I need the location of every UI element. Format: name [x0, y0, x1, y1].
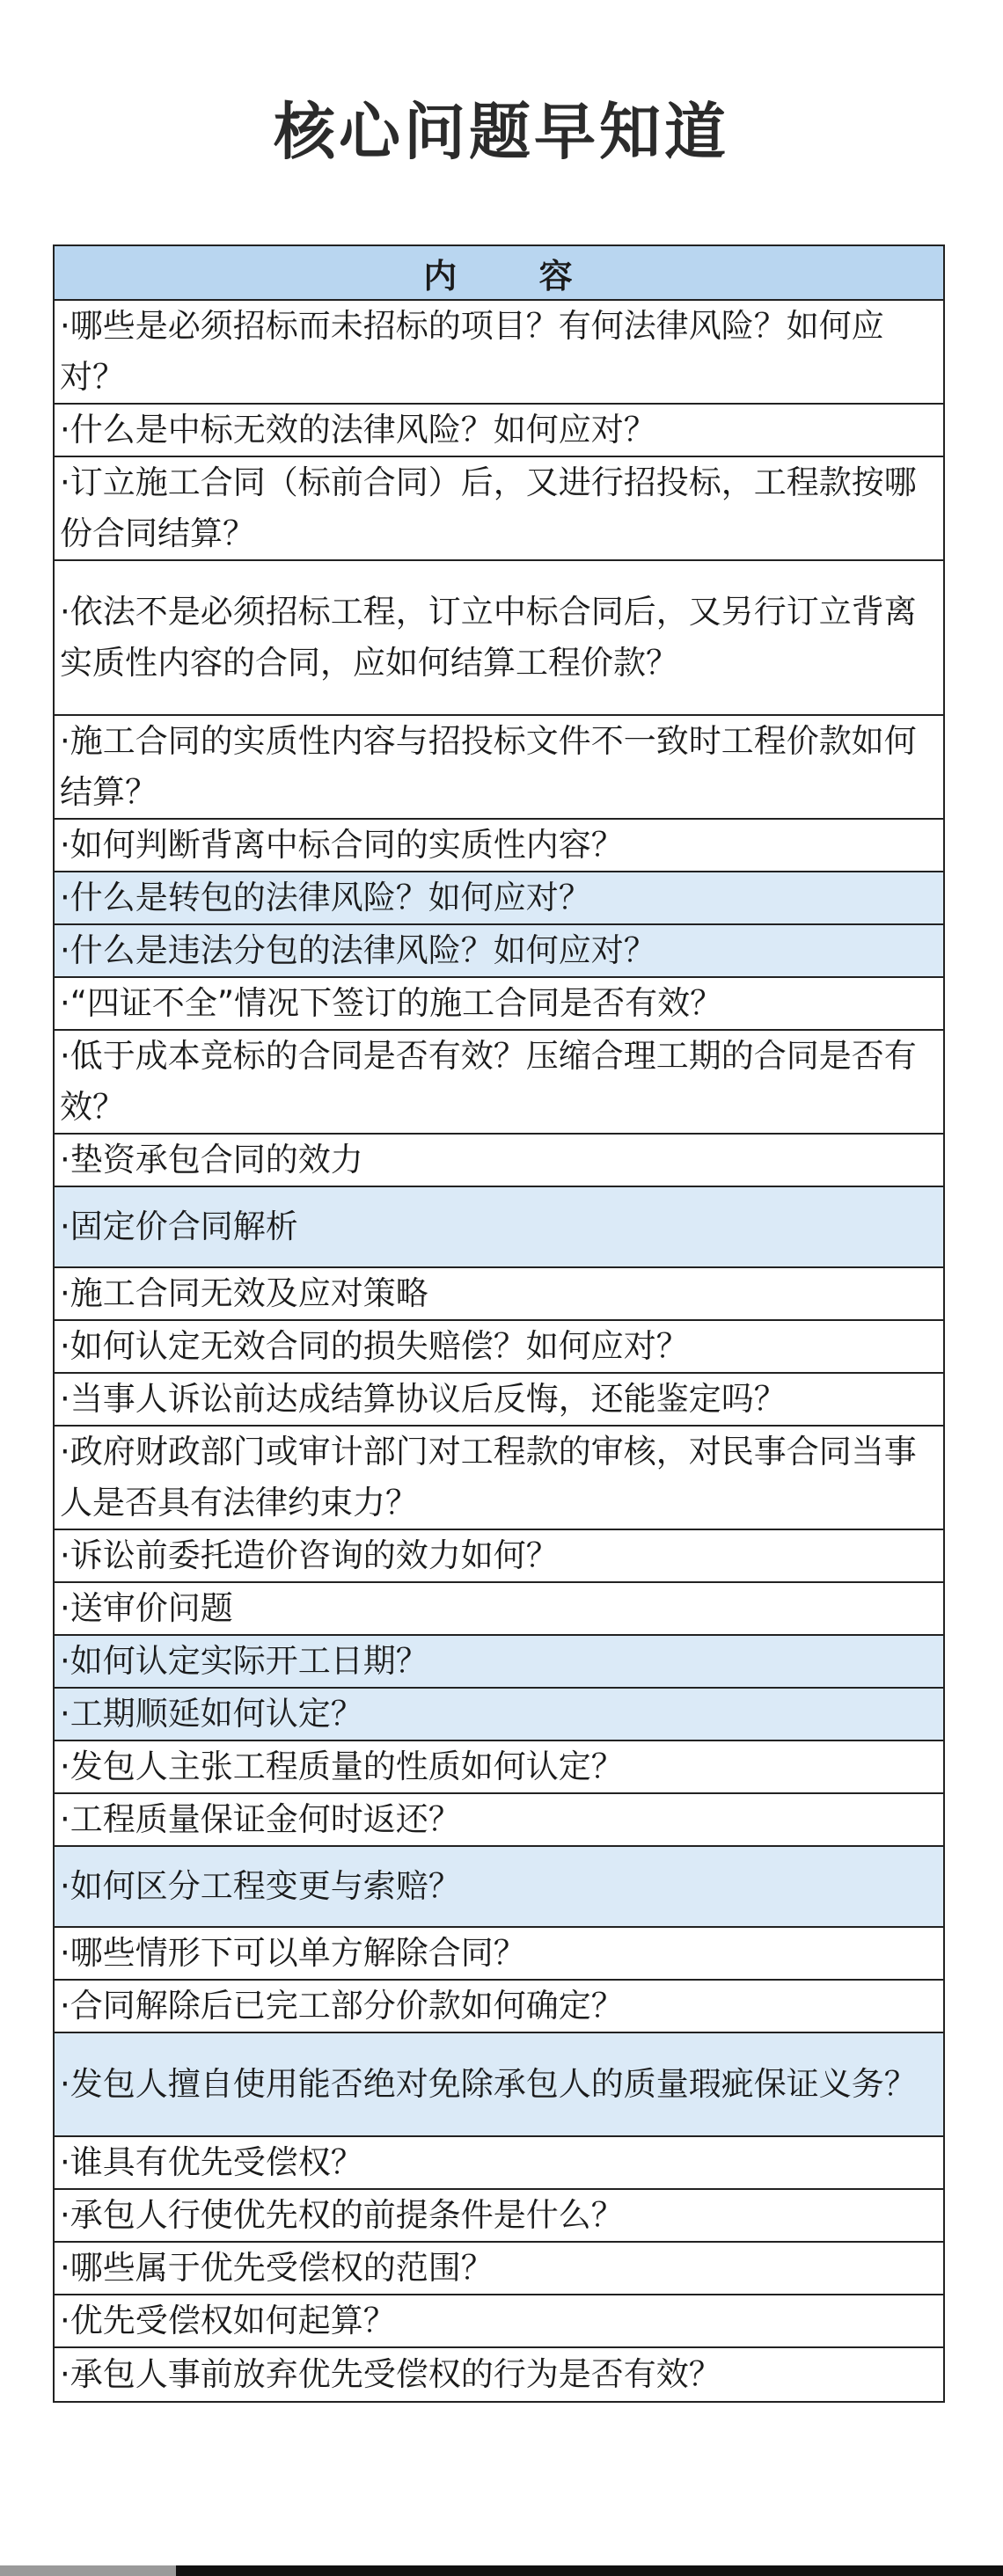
table-row	[55, 820, 943, 872]
content-table	[53, 244, 945, 2403]
row-text: ·发包人擅自使用能否绝对免除承包人的质量瑕疵保证义务？	[60, 2065, 917, 2103]
table-row	[55, 1847, 943, 1928]
table-row	[55, 1583, 943, 1636]
table-row	[55, 1928, 943, 1981]
table-row	[55, 561, 943, 716]
row-text: ·依法不是必须招标工程，订立中标合同后，又另行订立背离实质性内容的合同，应如何结算工程价款？	[60, 593, 917, 682]
table-row	[55, 1187, 943, 1268]
table-row	[55, 301, 943, 405]
table-row	[55, 2190, 943, 2243]
table-row	[55, 978, 943, 1031]
bottom-scrollbar	[0, 2565, 1003, 2576]
row-text: ·如何认定无效合同的损失赔偿？如何应对？	[60, 1327, 689, 1365]
table-row	[55, 716, 943, 820]
row-text: ·施工合同的实质性内容与招投标文件不一致时工程价款如何结算？	[60, 722, 917, 811]
row-text: ·订立施工合同（标前合同）后，又进行招投标，工程款按哪份合同结算？	[60, 463, 917, 552]
page-title: 核心问题早知道	[274, 96, 729, 168]
row-text: ·诉讼前委托造价咨询的效力如何？	[60, 1536, 559, 1574]
table-row	[55, 405, 943, 457]
table-header-label: 内 容	[423, 256, 575, 296]
row-text: ·政府财政部门或审计部门对工程款的审核，对民事合同当事人是否具有法律约束力？	[60, 1433, 917, 1522]
row-text: ·哪些是必须招标而未招标的项目？有何法律风险？如何应对？	[60, 307, 884, 396]
table-row	[55, 2243, 943, 2295]
row-text: ·哪些情形下可以单方解除合同？	[60, 1934, 526, 1972]
row-text: ·哪些属于优先受偿权的范围？	[60, 2249, 494, 2287]
row-text: ·施工合同无效及应对策略	[60, 1274, 428, 1312]
row-text: ·固定价合同解析	[60, 1208, 298, 1245]
row-text: ·“四证不全”情况下签订的施工合同是否有效？	[60, 984, 723, 1022]
table-row	[55, 1689, 943, 1741]
table-row	[55, 925, 943, 978]
table-body	[55, 301, 943, 2401]
row-text: ·低于成本竞标的合同是否有效？压缩合理工期的合同是否有效？	[60, 1037, 917, 1126]
table-row	[55, 2295, 943, 2348]
table-row	[55, 1741, 943, 1794]
table-row	[55, 2033, 943, 2137]
row-text: ·优先受偿权如何起算？	[60, 2302, 396, 2339]
table-row	[55, 1321, 943, 1374]
row-text: ·如何判断背离中标合同的实质性内容？	[60, 826, 624, 864]
row-text: ·如何区分工程变更与索赔？	[60, 1867, 461, 1905]
table-row	[55, 1981, 943, 2033]
row-text: ·送审价问题	[60, 1589, 233, 1627]
row-text: ·谁具有优先受偿权？	[60, 2143, 363, 2181]
table-row	[55, 2137, 943, 2190]
table-row	[55, 1135, 943, 1187]
table-row	[55, 872, 943, 925]
table-row	[55, 1530, 943, 1583]
table-row	[55, 1794, 943, 1847]
row-text: ·什么是违法分包的法律风险？如何应对？	[60, 931, 656, 969]
table-row	[55, 457, 943, 561]
scrollbar-track	[176, 2565, 1003, 2576]
row-text: ·承包人事前放弃优先受偿权的行为是否有效？	[60, 2355, 721, 2393]
row-text: ·工程质量保证金何时返还？	[60, 1800, 461, 1838]
row-text: ·当事人诉讼前达成结算协议后反悔，还能鉴定吗？	[60, 1380, 787, 1418]
row-text: ·工期顺延如何认定？	[60, 1695, 363, 1733]
row-text: ·发包人主张工程质量的性质如何认定？	[60, 1748, 624, 1785]
row-text: ·承包人行使优先权的前提条件是什么？	[60, 2196, 624, 2234]
row-text: ·什么是中标无效的法律风险？如何应对？	[60, 411, 656, 449]
table-row	[55, 1427, 943, 1530]
table-row	[55, 2348, 943, 2401]
row-text: ·什么是转包的法律风险？如何应对？	[60, 879, 591, 916]
scrollbar-thumb	[0, 2565, 176, 2576]
row-text: ·合同解除后已完工部分价款如何确定？	[60, 1987, 624, 2025]
table-row	[55, 1268, 943, 1321]
table-row	[55, 1636, 943, 1689]
table-header	[55, 246, 943, 301]
row-text: ·垫资承包合同的效力	[60, 1141, 363, 1179]
table-row	[55, 1031, 943, 1135]
row-text: ·如何认定实际开工日期？	[60, 1642, 428, 1680]
table-row	[55, 1374, 943, 1427]
